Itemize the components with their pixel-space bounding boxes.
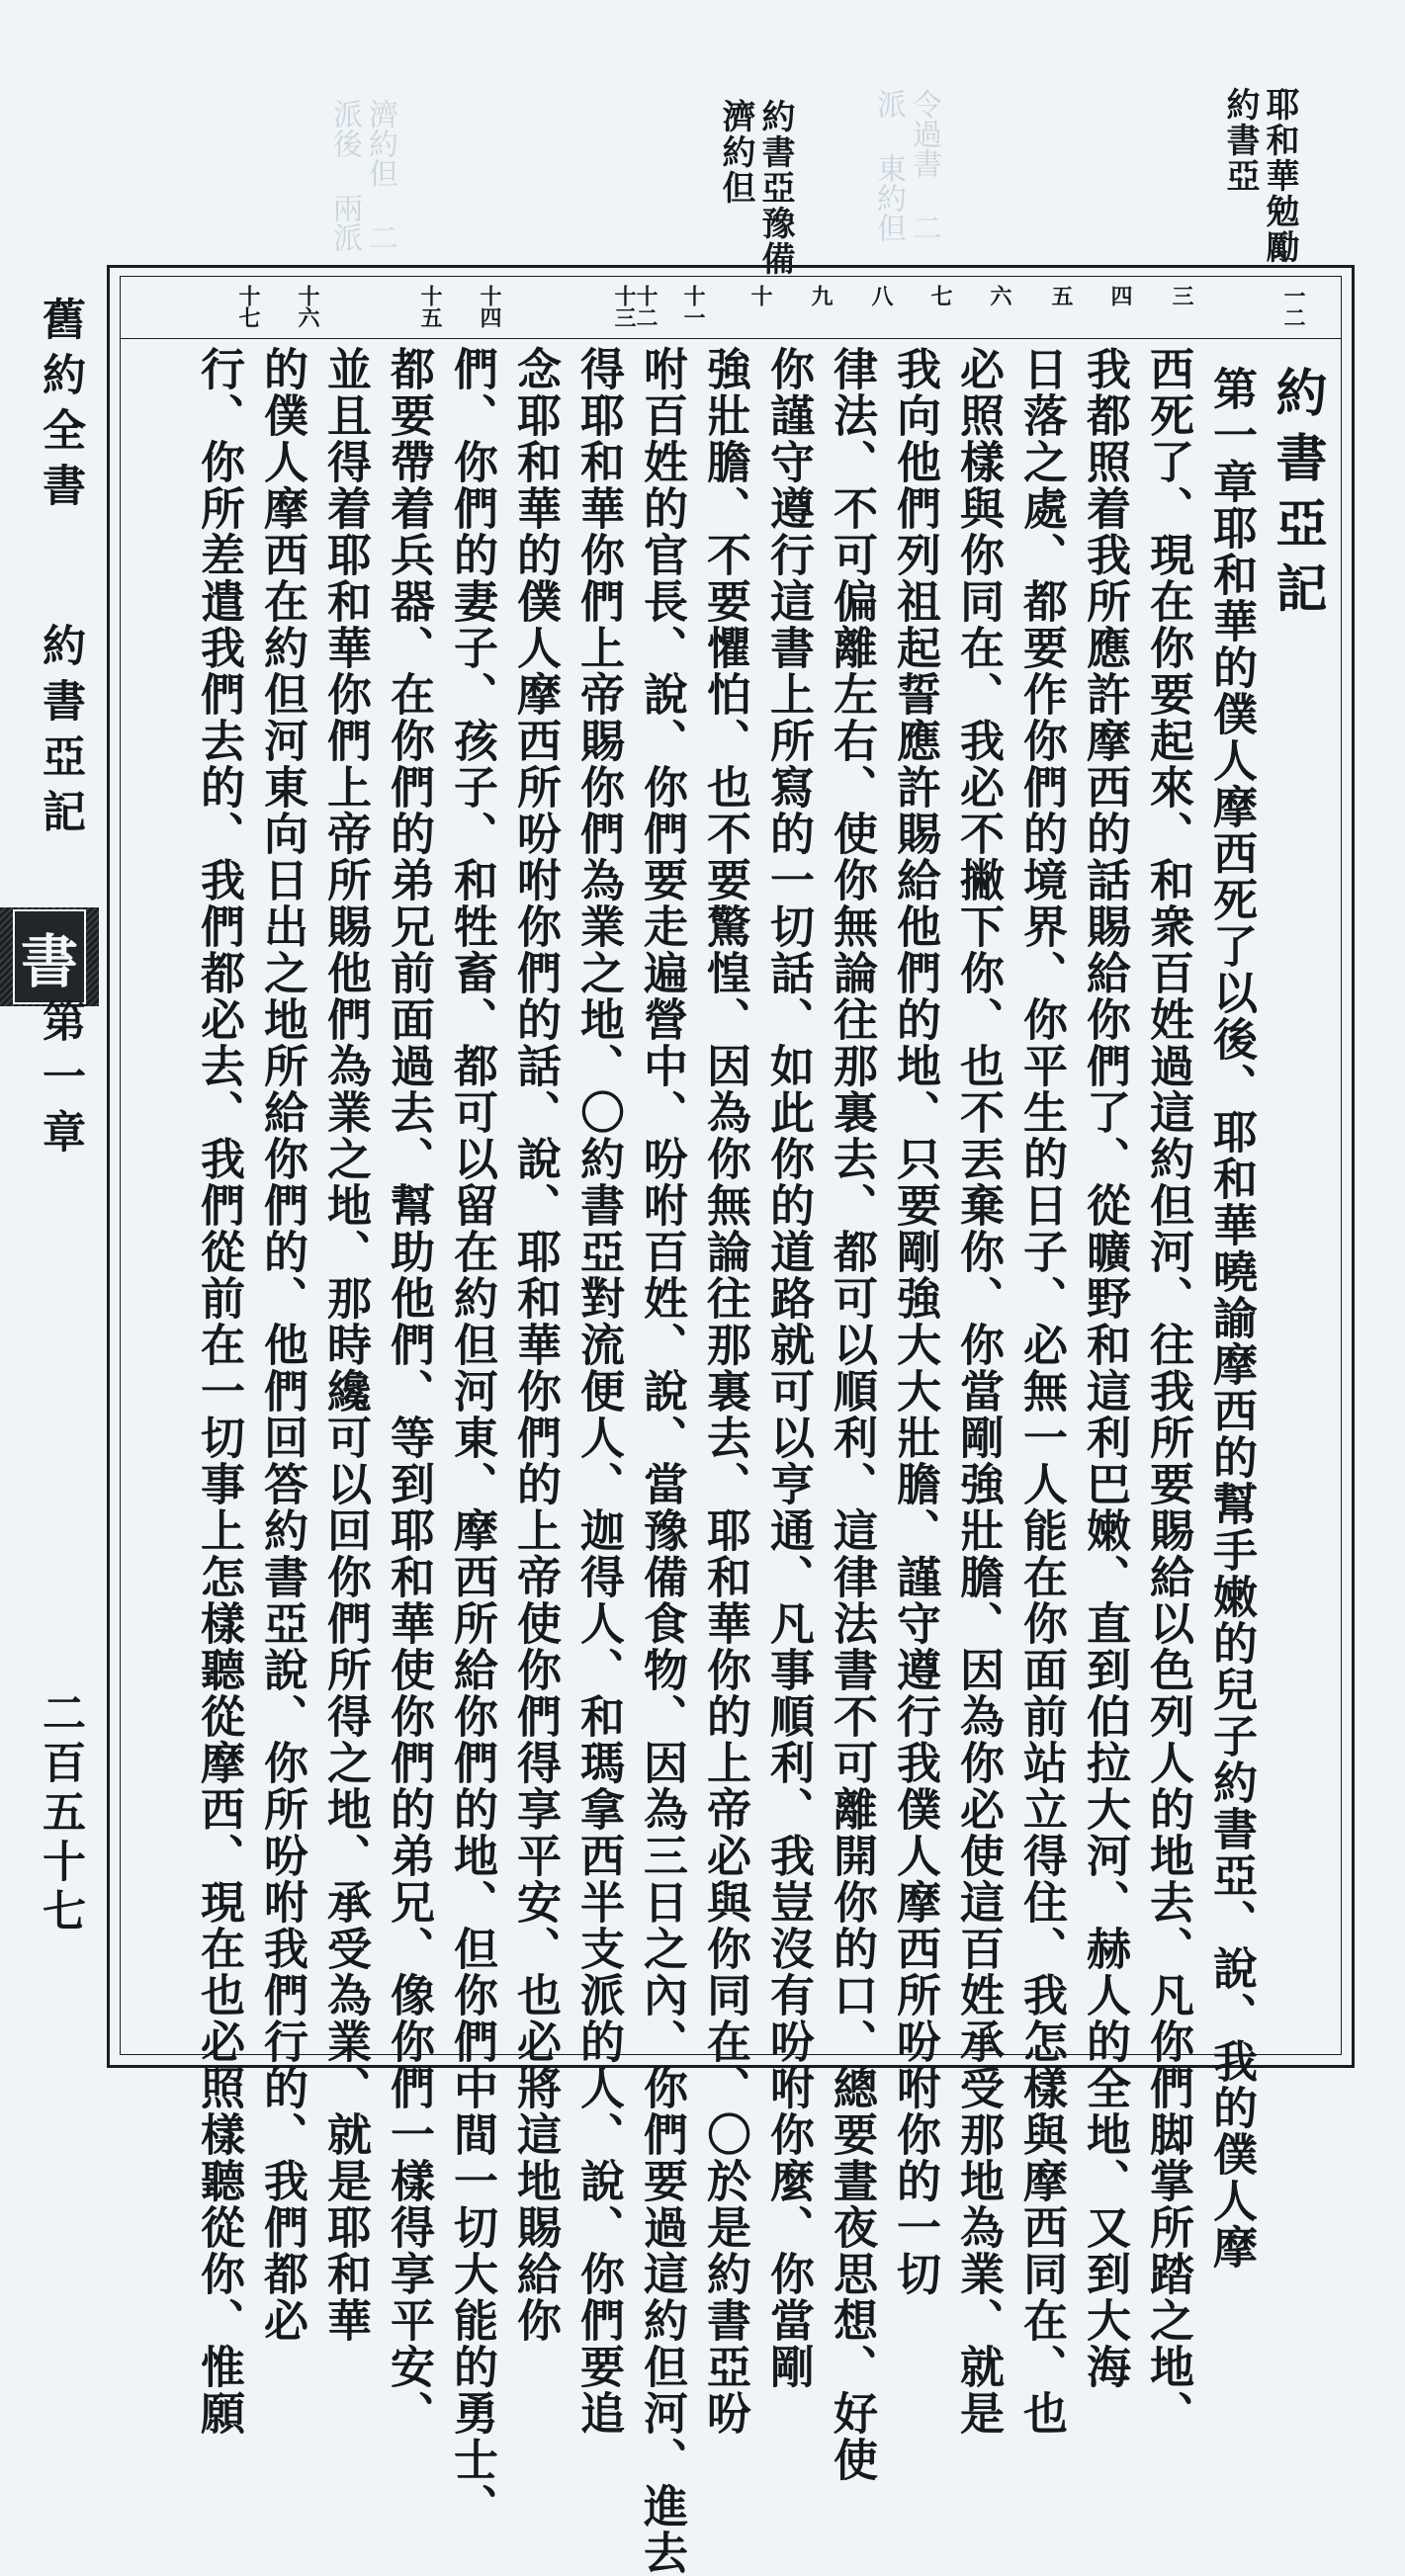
text-column: 的僕人摩西在約但河東向日出之地所給你們的、他們回答約書亞說、你所吩咐我們行的、我們都必 [256,346,308,2344]
text-column: 念耶和華的僕人摩西所吩咐你們的話、說、耶和華你們的上帝使你們得享平安、也必將這地賜給你 [509,346,562,2344]
text-column: 日落之處、都要作你們的境界、你平生的日子、必無一人能在你面前站立得住、我怎樣與摩西同在、也 [1015,346,1068,2437]
ghost-right-1: 令過書 [907,89,941,178]
ghost-text-left [326,99,397,277]
verse-number: 八 [868,285,894,306]
running-title: 舊約全書 [35,297,85,518]
text-column: 都要帶着兵器、在你們的弟兄前面過去、幫助他們、等到耶和華使你們的弟兄、像你們一樣得享平安、 [383,346,435,2437]
header-note-center-line1: 約書亞豫備 [755,99,795,277]
text-column: 你謹守遵行這書上所寫的一切話、如此你的道路就可以亨通、凡事順利、我豈沒有吩咐你麼、你當剛 [762,346,815,2390]
page-number: 二百五十七 [35,1690,85,1937]
header-note-right-line2: 約書亞 [1220,87,1260,194]
header-note-center-line2: 濟約但 [716,99,755,206]
verse-number-bar [121,277,1341,339]
verse-number: 十五 [417,285,443,328]
verse-number: 十 [747,285,773,306]
text-column: 第一章耶和華的僕人摩西死了以後、耶和華曉諭摩西的幫手嫩的兒子約書亞、說、我的僕人摩 [1205,366,1258,2271]
ghost-left-3: 兩派 [327,193,362,252]
ghost-right-2: 二派 [871,89,941,242]
text-column: 咐百姓的官長、說、你們要走遍營中、吩咐百姓、說、當豫備食物、因為三日之內、你們要過這約但河、進去 [636,346,688,2576]
text-column: 我向他們列祖起誓應許賜給他們的地、只要剛強大大壯膽、謹守遵行我僕人摩西所吩咐你的一切 [889,346,941,2297]
verse-number: 三 [1169,285,1194,306]
text-column: 強壯膽、不要懼怕、也不要驚惶、因為你無論往那裏去、耶和華你的上帝必與你同在、〇於是約書亞吩 [699,346,751,2437]
verse-number: 四 [1107,285,1133,306]
text-column: 並且得着耶和華你們上帝所賜他們為業之地、那時纔可以回你們所得之地、承受為業、就是耶和華 [319,346,372,2344]
verse-number: 十六 [295,285,320,328]
ghost-text-right [870,89,941,267]
header-note-right [1220,87,1299,285]
chapter-label: 第一章 [35,998,85,1164]
text-column: 西死了、現在你要起來、和衆百姓過這約但河、往我所要賜給以色列人的地去、凡你們脚掌所踏之地、 [1142,346,1194,2437]
ghost-right-3: 東約但 [871,153,906,242]
book-title: 約書亞記 [1267,366,1327,627]
verse-number: 五 [1048,285,1074,306]
verse-number: 七 [927,285,953,306]
verse-number: 九 [808,285,834,306]
page-frame [35,265,1355,2576]
book-name: 約書亞記 [35,623,85,844]
section-tab [0,907,99,1006]
text-column: 得耶和華你們上帝賜你們為業之地、〇約書亞對流便人、迦得人、和瑪拿西半支派的人、說、你們要追 [572,346,625,2437]
verse-number: 十四 [477,285,502,328]
verse-number: 十二十三 [611,285,659,328]
text-column: 們、你們的妻子、孩子、和牲畜、都可以留在約但河東、摩西所給你們的地、但你們中間一切大能的勇士、 [446,346,498,2530]
page-frame-inner [35,276,1342,2576]
verse-number: 十一 [680,285,706,328]
text-column: 我都照着我所應許摩西的話賜給你們了、從曠野和這利巴嫩、直到伯拉大河、赫人的全地、又到大海 [1079,346,1131,2390]
ghost-left-2: 二派後 [327,99,397,252]
verse-number: 十七 [235,285,261,328]
verse-number: 一二 [1280,285,1306,328]
verse-number: 六 [987,285,1012,306]
text-column: 必照樣與你同在、我必不撇下你、也不丟棄你、你當剛強壯膽、因為你必使這百姓承受那地為業、就是 [952,346,1005,2437]
section-tab-char: 書 [13,909,86,1004]
text-column: 律法、不可偏離左右、使你無論往那裏去、都可以順利、這律法書不可離開你的口、總要晝夜思想、好使 [826,346,878,2483]
text-column: 行、你所差遣我們去的、我們都必去、我們從前在一切事上怎樣聽從摩西、現在也必照樣聽從你、惟願 [193,346,245,2437]
header-note-right-line1: 耶和華勉勵 [1260,87,1299,265]
ghost-left-1: 濟約但 [363,99,397,188]
